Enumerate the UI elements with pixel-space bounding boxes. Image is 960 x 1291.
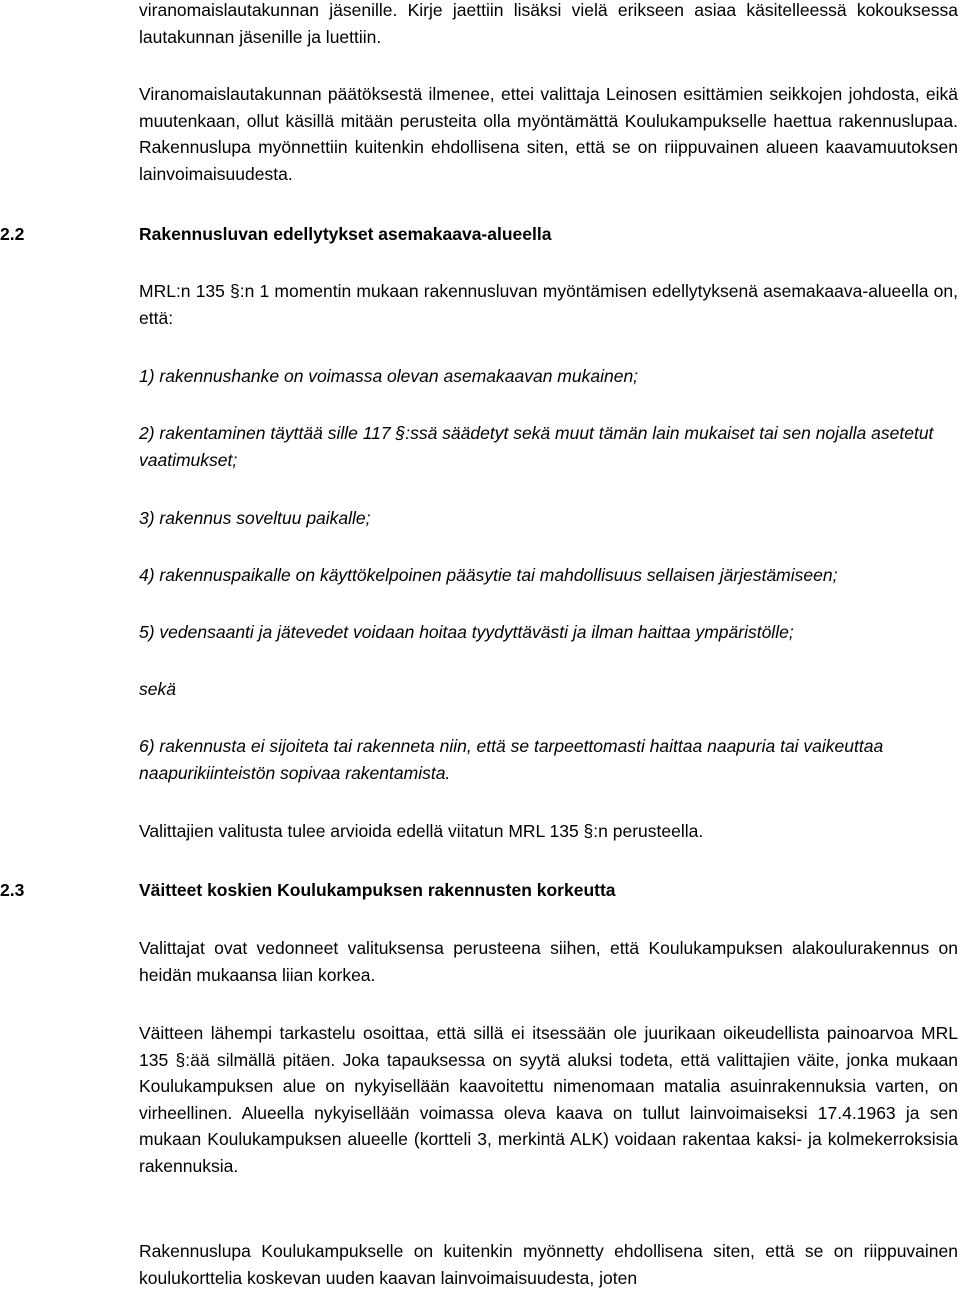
section-closing-paragraph: Valittajien valitusta tulee arvioida edellä viitatun MRL 135 §:n perusteella.	[139, 821, 704, 841]
condition-item-4: 4) rakennuspaikalle on käyttökelpoinen pääsytie tai mahdollisuus sellaisen järjestämiseen;	[139, 565, 838, 585]
condition-item-6: 6) rakennusta ei sijoiteta tai rakenneta niin, että se tarpeettomasti haittaa naapuria tai vaikeuttaa naapurikiinteistön sopivaa rakentamista.	[139, 736, 884, 783]
condition-item-1: 1) rakennushanke on voimassa olevan asemakaavan mukainen;	[139, 366, 639, 386]
condition-connector: sekä	[139, 679, 176, 699]
condition-item-5: 5) vedensaanti ja jätevedet voidaan hoitaa tyydyttävästi ja ilman haittaa ympäristölle;	[139, 622, 794, 642]
section-number: 2.3	[0, 880, 25, 900]
section-title: Väitteet koskien Koulukampuksen rakennusten korkeutta	[139, 880, 616, 900]
section-title: Rakennusluvan edellytykset asemakaava-alueella	[139, 224, 552, 244]
intro-paragraph-1: viranomaislautakunnan jäsenille. Kirje jaettiin lisäksi vielä erikseen asiaa käsitelleessä kokouksessa lautakunnan jäsenille ja luettiin.	[139, 0, 958, 47]
body-paragraph-2: Väitteen lähempi tarkastelu osoittaa, että sillä ei itsessään ole juurikaan oikeudellista painoarvoa MRL 135 §:ää silmällä pitäen. Joka tapauksessa on syytä aluksi todeta, että valittajien väite, jonka mukaan Koulukampuksen alue on nykyisellään kaavoitettu nimenomaan matalia asuinrakennuksia varten, on virheellinen. Alueella nykyisellään voimassa oleva kaava on tullut lainvoimaiseksi 17.4.1963 ja sen mukaan Koulukampuksen alueelle (kortteli 3, merkintä ALK) voidaan rakentaa kaksi- ja kolmekerroksisia rakennuksia.	[139, 1023, 958, 1176]
section-number: 2.2	[0, 224, 25, 244]
body-paragraph-1: Valittajat ovat vedonneet valituksensa perusteena siihen, että Koulukampuksen alakoulurakennus on heidän mukaansa liian korkea.	[139, 938, 958, 985]
condition-item-3: 3) rakennus soveltuu paikalle;	[139, 508, 371, 528]
intro-paragraph-2: Viranomaislautakunnan päätöksestä ilmenee, ettei valittaja Leinosen esittämien seikkojen johdosta, eikä muutenkaan, ollut käsillä mitään perusteita olla myöntämättä Koulukampukselle haettua rakennuslupaa. Rakennuslupa myönnettiin kuitenkin ehdollisena siten, että se on riippuvainen alueen kaavamuutoksen lainvoimaisuudesta.	[139, 84, 958, 184]
section-intro-paragraph: MRL:n 135 §:n 1 momentin mukaan rakennusluvan myöntämisen edellytyksenä asemakaava-alueella on, että:	[139, 281, 958, 328]
condition-item-2: 2) rakentaminen täyttää sille 117 §:ssä säädetyt sekä muut tämän lain mukaiset tai sen nojalla asetetut vaatimukset;	[139, 423, 934, 470]
body-paragraph-3: Rakennuslupa Koulukampukselle on kuitenkin myönnetty ehdollisena siten, että se on riippuvainen koulukorttelia koskevan uuden kaavan lainvoimaisuudesta, joten	[139, 1241, 958, 1288]
